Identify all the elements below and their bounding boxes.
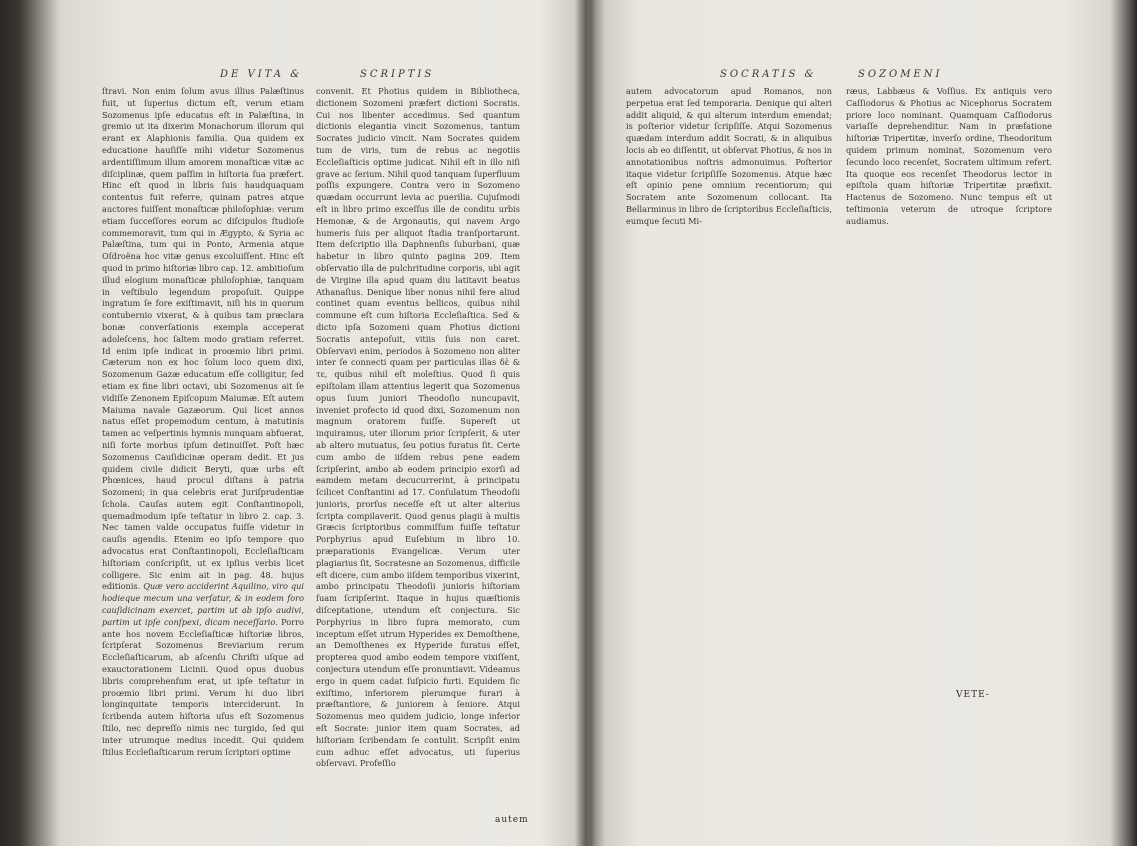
left-col1-tail: Porro ante hos novem Eccleſiaſticæ hiſtoriæ libros, ſcripſerat Sozomenus Breviarium rerum Eccleſiaſticarum, ab aſcenſu Chriſti uſque ad exauctorationem Licinii. Quod opus duobus libris comprehenſum erat, ut ipſe teſtatur in proœmio libri primi. Verum hi duo libri longinquitate temporis interciderunt. In ſcribenda autem hiſtoria uſus eſt Sozomenus ſtilo, nec depreſſo nimis nec turgido, ſed qui inter utrumque medius incedit. Qui quidem ſtilus Eccleſiaſticarum rerum ſcriptori optime (102, 616, 304, 757)
right-catchword: VETE- (956, 690, 990, 700)
left-page (40, 0, 585, 846)
right-col1-text: autem advocatorum apud Romanos, non perpetua erat ſed temporaria. Denique qui alteri addit aliquid, & qui alterum interdum emendat; is poſterior videtur ſcripſiſſe. Atqui Sozomenus quædam interdum addit Socrati, & in aliquibus locis ab eo diſſentit, ut obſervat Photius, & nos in annotationibus noſtris admonuimus. Poſterior itaque videtur ſcripſiſſe Sozomenus. Atque hæc eſt opinio pene omnium recentiorum; qui Socratem ante Sozomenum collocant. Ita Bellarminus in libro de ſcriptoribus Eccleſiaſticis, eumque ſecuti Mi- (626, 86, 832, 226)
running-head-left-b: SCRIPTIS (360, 69, 435, 80)
running-head-left-a: DE VITA & (220, 69, 303, 80)
right-page-column-1 (626, 86, 832, 251)
right-page-column-2 (846, 86, 1052, 241)
running-head-right-b: SOZOMENI (858, 69, 943, 80)
right-page (596, 0, 1116, 846)
left-page-column-1 (102, 86, 304, 831)
left-page-column-2 (316, 86, 520, 814)
left-col2-text: convenit. Et Photius quidem in Bibliotheca, dictionem Sozomeni præfert dictioni Socratis. Cui nos libenter accedimus. Sed quantum dictionis elegantia vincit Sozomenus, tantum Socrates judicio vincit. Nam Socrates quidem tum de viris, tum de rebus ac negotiis Eccleſiaſticis optime judicat. Nihil eſt in illo niſi grave ac ſerium. Nihil quod tanquam ſuperfluum poſſis expungere. Contra vero in Sozomeno quædam occurrunt levia ac puerilia. Cujuſmodi eſt in libro primo exceſſus ille de conditu urbis Hemonæ, & de Argonautis, qui navem Argo humeris ſuis per aliquot ſtadia tranſportarunt. Item deſcriptio illa Daphnenſis ſuburbani, quæ habetur in libro quinto pagina 209. Item obſervatio illa de pulchritudine corporis, ubi agit de Virgine illa apud quam diu latitavit beatus Athanaſius. Denique liber nonus nihil fere aliud continet quam eventus bellicos, quibus nihil commune eſt cum hiſtoria Eccleſiaſtica. Sed & dicto ipſa Sozomeni quam Photius dictioni Socratis antepoſuit, vitiis ſuis non caret. Obſervavi enim, periodos à Sozomeno non aliter inter ſe connecti quam per particulas illas δὲ & τε, quibus nihil eſt moleſtius. Quod ſi quis epiſtolam illam attentius legerit qua Sozomenus opus ſuum juniori Theodoſio nuncupavit, inveniet profecto id quod dixi, Sozomenum non magnum oratorem fuiſſe. Supereſt ut inquiramus, uter illorum prior ſcripſerit, & uter ab altero mutuatus, ſeu potius furatus ſit. Certe cum ambo de iiſdem rebus pene eadem ſcripſerint, ambo ab eodem principio exorſi ad eamdem metam decucurrerint, à principatu ſcilicet Conſtantini ad 17. Conſulatum Theodoſii junioris, prorſus neceſſe eſt ut alter alterius ſcripta compilaverit. Quod genus plagii à multis Græcis ſcriptoribus commiſſum fuiſſe teſtatur Porphyrius apud Euſebium in libro 10. præparationis Evangelicæ. Verum uter plagiarius ſit, Socratesne an Sozomenus, difficile eſt dicere, cum ambo iiſdem temporibus vixerint, ambo principatu Theodoſii junioris hiſtoriam ſuam ſcripſerint. Itaque in hujus quæſtionis diſceptatione, utendum eſt conjectura. Sic Porphyrius in libro ſupra memorato, cum inceptum eſſet utrum Hyperides ex Demoſthene, an Demoſthenes ex Hyperide furatus eſſet, propterea quod ambo eodem tempore vixiſſent, conjectura utendum eſſe pronuntiavit. Videamus ergo in quem cadat ſuſpicio furti. Equidem ſic exiſtimo, inferiorem plerumque furari à præſtantiore, & juniorem à ſeniore. Atqui Sozomenus meo quidem judicio, longe inferior eſt Socrate: junior item quam Socrates, ad hiſtoriam ſcribendam ſe contulit. Scripſit enim cum adhuc eſſet advocatus, uti ſuperius obſervavi. Profeſſio (316, 86, 520, 769)
left-col1-italic-quote: Quæ vero acciderint Aquilino, viro qui hodieque mecum una verſatur, & in eodem foro cauſidicinam exercet, partim ut ab ipſo audivi, partim ut ipſe conſpexi, dicam neceſſario. (102, 581, 304, 627)
left-col1-text: ſtravi. Non enim ſolum avus illius Palæſtinus fuit, ut ſuperius dictum eſt, verum etiam Sozomenus ipſe educatus eſt in Palæſtina, in gremio ut ita dixerim Monachorum illorum qui erant ex Alaphionis familia. Qua quidem ex educatione hauſiſſe mihi videtur Sozomenus ardentiſſimum illum amorem monaſticæ vitæ ac diſciplinæ, quem paſſim in hiſtoria ſua præfert. Hinc eſt quod in libris ſuis haudquaquam contentus fuit referre, quinam patres atque auctores fuiſſent monaſticæ philoſophiæ: verum etiam ſucceſſores eorum ac diſcipulos ſtudioſe commemoravit, tum qui in Ægypto, & Syria ac Palæſtina, tum qui in Ponto, Armenia atque Oſdroëna hoc vitæ genus excoluiſſent. Hinc eſt quod in primo hiſtoriæ libro cap. 12. ambitioſum illud elogium monaſticæ philoſophiæ, tanquam in veſtibulo legendum propoſuit. Quippe ingratum ſe fore exiſtimavit, niſi his in quorum contubernio vixerat, & à quibus tam præclara bonæ converſationis exempla acceperat adoleſcens, hoc ſaltem modo gratiam referret. Id enim ipſe indicat in proœmio libri primi. Cæterum non ex hoc ſolum loco quem dixi, Sozomenum Gazæ educatum eſſe colligitur, ſed etiam ex fine libri octavi, ubi Sozomenus ait ſe vidiſſe Zenonem Epiſcopum Maiumæ. Eſt autem Maiuma navale Gazæorum. Qui licet annos natus eſſet propemodum centum, à matutinis tamen ac veſpertinis hymnis nunquam abfuerat, niſi forte morbus ipſum detinuiſſet. Poſt hæc Sozomenus Cauſidicinæ operam dedit. Et jus quidem civile didicit Beryti, quæ urbs eſt Phœnices, haud procul diſtans à patria Sozomeni; in qua celebris erat Juriſprudentiæ ſchola. Cauſas autem egit Conſtantinopoli, quemadmodum ipſe teſtatur in libro 2. cap. 3. Nec tamen valde occupatus fuiſſe videtur in cauſis agendis. Etenim eo ipſo tempore quo advocatus erat Conſtantinopoli, Eccleſiaſticam hiſtoriam conſcripſit, ut ex ipſius verbis licet colligere. Sic enim ait in pag. 48. hujus editionis. (102, 86, 304, 592)
right-col2-text: ræus, Labbæus & Voſſius. Ex antiquis vero Caſſiodorus & Photius ac Nicephorus Socratem priore loco nominant. Quamquam Caſſiodorus variaſſe deprehenditur. Nam in præfatione hiſtoriæ Tripertitæ, inverſo ordine, Theodoritum quidem primum nominat, Sozomenum vero ſecundo loco recenſet, Socratem ultimum refert. Ita quoque eos recenſet Theodorus lector in epiſtola quam hiſtoriæ Tripertitæ præfixit. Hactenus de Sozomeno. Nunc tempus eſt ut teſtimonia veterum de utroque ſcriptore audiamus. (846, 86, 1052, 226)
running-head-right-a: SOCRATIS & (720, 69, 817, 80)
left-catchword: autem (495, 815, 529, 825)
